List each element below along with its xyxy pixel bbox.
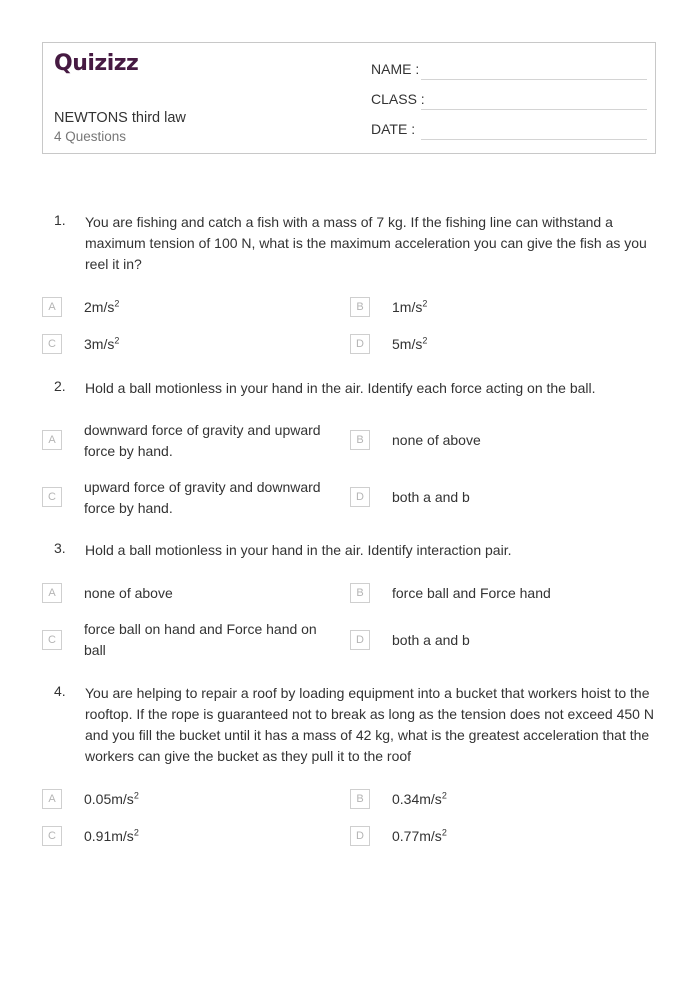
name-label: NAME :: [371, 61, 420, 77]
option-letter-box: D: [350, 487, 370, 507]
question-text: Hold a ball motionless in your hand in the air. Identify each force acting on the ball.: [85, 380, 596, 396]
option-text: $0.77m/s^2$: [392, 827, 447, 844]
date-label: DATE :: [371, 121, 416, 137]
question-text: You are fishing and catch a fish with a mass of 7 kg. If the fishing line can withstand a maximum tension of 100 N, what is the maximum acceleration you can give the fish as you reel it in?: [85, 214, 647, 272]
class-line: [421, 109, 647, 110]
question-number: 2.: [54, 378, 66, 394]
class-field[interactable]: [371, 91, 647, 109]
option-text: $0.34m/s^2$: [392, 790, 447, 807]
question-number: 3.: [54, 540, 66, 556]
quizizz-logo: Quizizz: [54, 51, 139, 76]
class-label: CLASS :: [371, 91, 425, 107]
question-text: Hold a ball motionless in your hand in the air. Identify interaction pair.: [85, 542, 512, 558]
date-field[interactable]: [371, 121, 647, 139]
option-letter-box: A: [42, 297, 62, 317]
option-text: $5m/s^2$: [392, 335, 428, 352]
option-text: $3m/s^2$: [84, 335, 120, 352]
option-letter-box: A: [42, 430, 62, 450]
worksheet-title: NEWTONS third law: [54, 110, 186, 126]
question-count: 4 Questions: [54, 129, 127, 144]
option-text: $0.05m/s^2$: [84, 790, 139, 807]
option-text: $1m/s^2$: [392, 298, 428, 315]
question-number: 4.: [54, 683, 66, 699]
option-text: force ball and Force hand: [392, 585, 551, 601]
option-letter-box: A: [42, 583, 62, 603]
option-text: both a and b: [392, 489, 470, 505]
option-letter-box: C: [42, 630, 62, 650]
option-text: none of above: [392, 432, 481, 448]
option-letter-box: D: [350, 334, 370, 354]
option-letter-box: B: [350, 789, 370, 809]
option-text: downward force of gravity and upward force by hand.: [84, 422, 321, 459]
option-letter-box: D: [350, 826, 370, 846]
option-letter-box: C: [42, 334, 62, 354]
option-text: $0.91m/s^2$: [84, 827, 139, 844]
option-text: upward force of gravity and downward force by hand.: [84, 479, 321, 516]
name-line: [421, 79, 647, 80]
date-line: [421, 139, 647, 140]
option-letter-box: B: [350, 430, 370, 450]
option-text: $2m/s^2$: [84, 298, 120, 315]
worksheet-header: [42, 42, 656, 154]
option-letter-box: D: [350, 630, 370, 650]
option-letter-box: B: [350, 583, 370, 603]
option-text: force ball on hand and Force hand on ball: [84, 621, 317, 658]
option-letter-box: C: [42, 487, 62, 507]
option-letter-box: A: [42, 789, 62, 809]
option-text: none of above: [84, 585, 173, 601]
option-letter-box: B: [350, 297, 370, 317]
question-text: You are helping to repair a roof by loading equipment into a bucket that workers hoist to the rooftop. If the rope is guaranteed not to break as long as the tension does not exceed 450 N and you fill the bucket until it has a mass of 42 kg, what is the greatest acceleration that the workers can give the bucket as they pull it to the roof: [85, 685, 654, 764]
option-letter-box: C: [42, 826, 62, 846]
name-field[interactable]: [371, 61, 647, 79]
question-number: 1.: [54, 212, 66, 228]
option-text: both a and b: [392, 632, 470, 648]
